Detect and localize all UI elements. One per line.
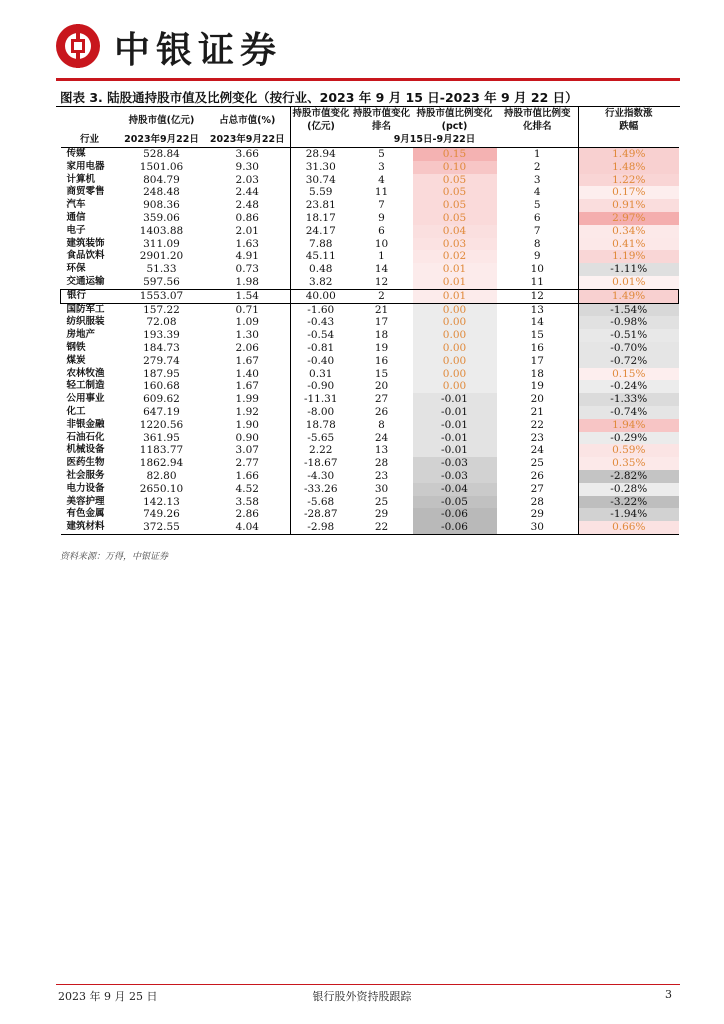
cell-ratio-change: 0.01 — [413, 276, 497, 289]
cell-ratio-rank: 16 — [530, 341, 544, 354]
cell-mv-rank: 2 — [351, 289, 413, 303]
cell-industry: 轻工制造 — [66, 380, 105, 392]
cell-mv-rank: 18 — [374, 329, 389, 342]
cell-mv-change: 40.00 — [291, 289, 351, 303]
header-rule — [56, 78, 680, 81]
cell-ratio-change: 0.02 — [413, 250, 497, 263]
cell-share: 1.63 — [235, 237, 259, 250]
table-row — [61, 496, 679, 509]
cell-industry: 汽车 — [66, 199, 86, 211]
cell-ratio-rank: 13 — [530, 303, 544, 316]
cell-industry: 机械设备 — [66, 444, 105, 456]
cell-industry: 计算机 — [66, 173, 96, 185]
cell-mv-rank: 4 — [378, 173, 385, 186]
cell-market-value: 361.95 — [143, 431, 180, 444]
cell-share: 0.73 — [235, 263, 259, 276]
table-row — [61, 406, 679, 419]
cell-mv-rank: 8 — [378, 418, 385, 431]
cell-ratio-change: -0.01 — [413, 444, 497, 457]
header-blank — [61, 107, 119, 133]
cell-index-change: 0.17% — [579, 186, 679, 199]
cell-mv-change: 45.11 — [291, 250, 351, 263]
cell-index-change: -1.94% — [579, 508, 679, 521]
cell-share: 1.66 — [235, 469, 259, 482]
table-row — [61, 444, 679, 457]
cell-ratio-change: 0.00 — [413, 368, 497, 381]
cell-mv-rank: 20 — [374, 380, 389, 393]
header-blank2 — [579, 133, 679, 148]
cell-share: 1.09 — [235, 316, 259, 329]
footer-rule — [56, 984, 680, 985]
cell-market-value: 248.48 — [143, 186, 180, 199]
cell-mv-change: -0.43 — [291, 316, 351, 329]
cell-ratio-change: 0.15 — [413, 148, 497, 161]
cell-ratio-change: 0.00 — [413, 303, 497, 316]
cell-ratio-rank: 24 — [530, 444, 544, 457]
cell-ratio-rank: 12 — [497, 289, 579, 303]
table-row — [61, 161, 679, 174]
cell-ratio-change: 0.00 — [413, 342, 497, 355]
header-ratiorank: 持股市值比例变化排名 — [503, 108, 571, 132]
cell-mv-rank: 5 — [378, 148, 385, 160]
cell-ratio-rank: 23 — [530, 431, 544, 444]
header-indexchg: 行业指数涨跌幅 — [579, 107, 679, 133]
cell-ratio-change: 0.05 — [413, 199, 497, 212]
cell-industry: 电子 — [66, 224, 86, 236]
header-industry: 行业 — [61, 133, 119, 148]
cell-mv-rank: 30 — [374, 482, 389, 495]
cell-mv-change: -0.81 — [291, 342, 351, 355]
holdings-table — [60, 107, 679, 535]
bank-logo-icon — [56, 24, 100, 68]
cell-market-value: 597.56 — [143, 275, 180, 288]
cell-market-value: 609.62 — [143, 393, 180, 406]
cell-mv-change: 18.78 — [291, 419, 351, 432]
cell-mv-change: -8.00 — [291, 406, 351, 419]
cell-mv-rank: 17 — [374, 316, 389, 329]
cell-industry: 环保 — [66, 263, 86, 275]
table-row — [61, 483, 679, 496]
cell-industry: 银行 — [61, 289, 119, 303]
cell-ratio-change: 0.01 — [413, 289, 497, 303]
cell-mv-rank: 12 — [374, 275, 389, 288]
cell-market-value: 142.13 — [143, 495, 180, 508]
cell-industry: 房地产 — [66, 329, 96, 341]
table-row — [61, 380, 679, 393]
cell-share: 1.67 — [235, 380, 259, 393]
cell-ratio-rank: 22 — [530, 418, 544, 431]
cell-index-change: 0.91% — [579, 199, 679, 212]
cell-index-change: 1.94% — [579, 419, 679, 432]
cell-ratio-change: 0.00 — [413, 316, 497, 329]
cell-industry: 家用电器 — [66, 160, 105, 172]
cell-mv-change: -0.90 — [291, 380, 351, 393]
cell-share: 3.07 — [235, 444, 259, 457]
cell-index-change: 0.34% — [579, 225, 679, 238]
cell-market-value: 2650.10 — [139, 482, 184, 495]
cell-ratio-change: -0.01 — [413, 393, 497, 406]
cell-market-value: 1862.94 — [139, 457, 184, 470]
cell-ratio-rank: 6 — [533, 211, 541, 224]
cell-ratio-rank: 27 — [530, 482, 544, 495]
cell-ratio-rank: 7 — [533, 224, 541, 237]
cell-share: 2.44 — [235, 186, 259, 199]
cell-mv-change: -28.87 — [291, 508, 351, 521]
cell-industry: 美容护理 — [66, 495, 105, 507]
cell-mv-change: 2.22 — [291, 444, 351, 457]
cell-ratio-change: 0.10 — [413, 161, 497, 174]
cell-index-change: 0.15% — [579, 368, 679, 381]
cell-index-change: -0.72% — [579, 355, 679, 368]
cell-market-value: 1220.56 — [139, 418, 184, 431]
cell-mv-change: 0.48 — [291, 263, 351, 276]
cell-ratio-change: -0.03 — [413, 457, 497, 470]
cell-ratio-rank: 29 — [530, 508, 544, 521]
cell-industry: 电力设备 — [66, 482, 105, 494]
cell-share: 1.90 — [235, 418, 259, 431]
cell-ratio-change: -0.01 — [413, 419, 497, 432]
cell-mv-rank: 6 — [378, 224, 385, 237]
table-row — [61, 212, 679, 225]
cell-mv-rank: 21 — [374, 303, 389, 316]
table-row — [61, 199, 679, 212]
chart-title: 图表 3. 陆股通持股市值及比例变化（按行业、2023 年 9 月 15 日-2023 年 9 月 22 日） — [60, 90, 578, 105]
cell-industry: 国防军工 — [66, 303, 105, 315]
cell-ratio-rank: 8 — [533, 237, 541, 250]
cell-industry: 交通运输 — [66, 275, 105, 287]
cell-industry: 社会服务 — [66, 469, 105, 481]
table-row — [61, 174, 679, 187]
cell-mv-change: -18.67 — [291, 457, 351, 470]
cell-industry: 有色金属 — [66, 508, 105, 520]
cell-industry: 商贸零售 — [66, 186, 105, 198]
header-date2: 2023年9月22日 — [205, 133, 291, 148]
cell-ratio-change: -0.06 — [413, 521, 497, 534]
cell-market-value: 749.26 — [143, 508, 180, 521]
cell-share: 2.06 — [235, 341, 259, 354]
cell-market-value: 157.22 — [143, 303, 180, 316]
cell-market-value: 160.68 — [143, 380, 180, 393]
cell-mv-change: 23.81 — [291, 199, 351, 212]
cell-share: 2.01 — [235, 224, 259, 237]
cell-index-change: 0.01% — [579, 276, 679, 289]
cell-share: 2.77 — [235, 457, 259, 470]
cell-ratio-rank: 17 — [530, 354, 544, 367]
cell-share: 1.98 — [235, 275, 259, 288]
table-row — [61, 393, 679, 406]
cell-industry: 公用事业 — [66, 393, 105, 405]
cell-industry: 石油石化 — [66, 431, 105, 443]
table-row — [61, 419, 679, 432]
cell-industry: 传媒 — [66, 148, 86, 159]
cell-industry: 化工 — [66, 405, 86, 417]
cell-market-value: 372.55 — [119, 521, 205, 534]
cell-mv-change: 7.88 — [291, 238, 351, 251]
cell-ratio-rank: 10 — [530, 263, 544, 276]
cell-index-change: -1.54% — [579, 303, 679, 316]
table-row — [61, 457, 679, 470]
cell-ratio-rank: 5 — [533, 199, 541, 212]
cell-mv-change: 0.31 — [291, 368, 351, 381]
cell-mv-change: 5.59 — [291, 186, 351, 199]
cell-ratio-rank: 28 — [530, 495, 544, 508]
cell-share: 4.04 — [205, 521, 291, 534]
cell-mv-change: -4.30 — [291, 470, 351, 483]
cell-mv-change: -2.98 — [291, 521, 351, 534]
cell-ratio-change: 0.00 — [413, 355, 497, 368]
table-row — [61, 289, 679, 303]
cell-market-value: 1553.07 — [119, 289, 205, 303]
cell-index-change: 2.97% — [579, 212, 679, 225]
table-row — [61, 342, 679, 355]
cell-share: 1.40 — [235, 367, 259, 380]
cell-ratio-change: 0.05 — [413, 174, 497, 187]
header-period: 9月15日-9月22日 — [291, 133, 579, 148]
cell-market-value: 2901.20 — [139, 250, 184, 263]
cell-market-value: 1183.77 — [139, 444, 184, 457]
cell-ratio-rank: 1 — [533, 148, 541, 160]
cell-mv-change: -1.60 — [291, 303, 351, 316]
cell-index-change: -0.70% — [579, 342, 679, 355]
cell-ratio-rank: 9 — [533, 250, 541, 263]
cell-index-change: -0.74% — [579, 406, 679, 419]
table-row — [61, 250, 679, 263]
footer-report-name: 银行股外资持股跟踪 — [312, 990, 412, 1003]
header-mvchg: 持股市值变化(亿元) — [292, 108, 350, 132]
cell-mv-change: -11.31 — [291, 393, 351, 406]
cell-mv-change: -0.40 — [291, 355, 351, 368]
table-row — [61, 225, 679, 238]
cell-ratio-rank: 4 — [533, 186, 541, 199]
source-note: 资料来源：万得，中银证券 — [60, 552, 169, 562]
cell-ratio-change: -0.01 — [413, 406, 497, 419]
cell-mv-rank: 23 — [374, 469, 389, 482]
cell-industry: 农林牧渔 — [66, 367, 105, 379]
cell-ratio-rank: 26 — [530, 469, 544, 482]
cell-index-change: 1.49% — [579, 289, 679, 303]
header-mvrank: 持股市值变化排名 — [352, 108, 410, 132]
cell-market-value: 647.19 — [143, 405, 180, 418]
cell-index-change: 1.48% — [579, 161, 679, 174]
cell-ratio-rank: 21 — [530, 405, 544, 418]
cell-mv-change: -0.54 — [291, 329, 351, 342]
cell-index-change: -0.28% — [579, 483, 679, 496]
cell-market-value: 279.74 — [143, 354, 180, 367]
brand-name: 中银证券 — [114, 30, 283, 71]
cell-market-value: 311.09 — [143, 237, 180, 250]
cell-market-value: 193.39 — [143, 329, 180, 342]
cell-index-change: -1.11% — [579, 263, 679, 276]
cell-mv-rank: 10 — [374, 237, 389, 250]
cell-ratio-change: -0.06 — [413, 508, 497, 521]
cell-mv-change: 24.17 — [291, 225, 351, 238]
table-row — [61, 316, 679, 329]
cell-mv-change: 28.94 — [291, 148, 351, 161]
cell-ratio-change: 0.05 — [413, 212, 497, 225]
cell-share: 1.99 — [235, 393, 259, 406]
cell-index-change: -1.33% — [579, 393, 679, 406]
cell-market-value: 804.79 — [143, 173, 180, 186]
footer-page-number: 3 — [665, 988, 672, 1001]
cell-industry: 纺织服装 — [66, 316, 105, 328]
cell-mv-rank: 3 — [378, 160, 385, 173]
cell-share: 0.86 — [235, 211, 259, 224]
table-row — [61, 263, 679, 276]
cell-mv-rank: 15 — [374, 367, 389, 380]
cell-market-value: 1501.06 — [139, 160, 184, 173]
cell-market-value: 359.06 — [143, 211, 180, 224]
cell-share: 3.58 — [235, 495, 259, 508]
cell-industry: 钢铁 — [66, 341, 86, 353]
cell-share: 1.92 — [235, 405, 259, 418]
cell-industry: 通信 — [66, 211, 86, 223]
cell-index-change: -0.29% — [579, 432, 679, 445]
cell-industry: 医药生物 — [66, 457, 105, 469]
cell-index-change: 1.19% — [579, 250, 679, 263]
cell-index-change: 0.35% — [579, 457, 679, 470]
cell-mv-change: 30.74 — [291, 174, 351, 187]
cell-share: 2.86 — [235, 508, 259, 521]
cell-ratio-change: 0.03 — [413, 238, 497, 251]
header-date1: 2023年9月22日 — [119, 133, 205, 148]
cell-industry: 煤炭 — [66, 354, 86, 366]
cell-ratio-change: 0.00 — [413, 329, 497, 342]
cell-mv-rank: 11 — [374, 186, 389, 199]
table-row — [61, 368, 679, 381]
cell-mv-rank: 24 — [374, 431, 389, 444]
cell-index-change: 0.41% — [579, 238, 679, 251]
table-row — [61, 355, 679, 368]
cell-mv-change: -33.26 — [291, 483, 351, 496]
cell-index-change: -0.51% — [579, 329, 679, 342]
table-row — [61, 186, 679, 199]
table-body — [61, 148, 679, 535]
cell-ratio-rank: 14 — [530, 316, 544, 329]
table-row — [61, 329, 679, 342]
table-row — [61, 508, 679, 521]
cell-ratio-change: 0.04 — [413, 225, 497, 238]
cell-ratio-change: -0.03 — [413, 470, 497, 483]
cell-ratio-change: 0.00 — [413, 380, 497, 393]
cell-mv-rank: 28 — [374, 457, 389, 470]
cell-mv-rank: 13 — [374, 444, 389, 457]
cell-index-change: 1.22% — [579, 174, 679, 187]
cell-ratio-rank: 18 — [530, 367, 544, 380]
cell-industry: 建筑材料 — [61, 521, 119, 534]
table-row — [61, 432, 679, 445]
cell-mv-change: -5.68 — [291, 496, 351, 509]
cell-ratio-rank: 11 — [530, 275, 544, 288]
cell-mv-change: -5.65 — [291, 432, 351, 445]
table-row — [61, 303, 679, 316]
cell-share: 3.66 — [235, 148, 259, 160]
table-row — [61, 148, 679, 161]
cell-mv-rank: 27 — [374, 393, 389, 406]
cell-industry: 建筑装饰 — [66, 237, 105, 249]
cell-mv-change: 31.30 — [291, 161, 351, 174]
cell-mv-rank: 29 — [374, 508, 389, 521]
cell-share: 1.54 — [205, 289, 291, 303]
cell-share: 9.30 — [235, 160, 259, 173]
cell-share: 2.03 — [235, 173, 259, 186]
cell-market-value: 1403.88 — [139, 224, 184, 237]
cell-mv-rank: 14 — [374, 263, 389, 276]
cell-mv-rank: 7 — [378, 199, 385, 212]
cell-mv-rank: 16 — [374, 354, 389, 367]
cell-index-change: 0.66% — [579, 521, 679, 534]
cell-ratio-rank: 3 — [533, 173, 541, 186]
cell-ratio-change: -0.04 — [413, 483, 497, 496]
cell-share: 0.71 — [235, 303, 259, 316]
table-row — [61, 276, 679, 289]
cell-ratio-change: -0.05 — [413, 496, 497, 509]
cell-market-value: 187.95 — [143, 367, 180, 380]
cell-industry: 食品饮料 — [66, 250, 105, 262]
footer-date: 2023 年 9 月 25 日 — [58, 990, 158, 1003]
cell-ratio-change: -0.01 — [413, 432, 497, 445]
header-ratiochg: 持股市值比例变化(pct) — [416, 108, 493, 132]
cell-index-change: 0.59% — [579, 444, 679, 457]
cell-market-value: 528.84 — [143, 148, 180, 160]
cell-industry: 非银金融 — [66, 418, 105, 430]
cell-index-change: 1.49% — [579, 148, 679, 161]
table-row — [61, 521, 679, 534]
cell-index-change: -0.24% — [579, 380, 679, 393]
cell-share: 1.67 — [235, 354, 259, 367]
cell-ratio-rank: 20 — [530, 393, 544, 406]
cell-mv-rank: 19 — [374, 341, 389, 354]
cell-mv-rank: 22 — [351, 521, 413, 534]
cell-ratio-rank: 25 — [530, 457, 544, 470]
cell-share: 4.91 — [235, 250, 259, 263]
cell-ratio-change: 0.01 — [413, 263, 497, 276]
cell-mv-change: 3.82 — [291, 276, 351, 289]
cell-mv-rank: 1 — [378, 250, 385, 263]
header-mv: 持股市值(亿元) — [128, 114, 195, 126]
cell-market-value: 908.36 — [143, 199, 180, 212]
header-share: 占总市值(%) — [219, 114, 276, 126]
cell-share: 2.48 — [235, 199, 259, 212]
cell-index-change: -0.98% — [579, 316, 679, 329]
cell-mv-rank: 26 — [374, 405, 389, 418]
cell-market-value: 51.33 — [146, 263, 177, 276]
cell-index-change: -2.82% — [579, 470, 679, 483]
cell-ratio-change: 0.05 — [413, 186, 497, 199]
cell-mv-change: 18.17 — [291, 212, 351, 225]
table-row — [61, 238, 679, 251]
cell-share: 1.30 — [235, 329, 259, 342]
cell-share: 0.90 — [235, 431, 259, 444]
cell-ratio-rank: 2 — [533, 160, 541, 173]
cell-market-value: 82.80 — [146, 469, 177, 482]
report-header — [56, 22, 680, 78]
cell-share: 4.52 — [235, 482, 259, 495]
cell-ratio-rank: 19 — [530, 380, 544, 393]
cell-index-change: -3.22% — [579, 496, 679, 509]
table-row — [61, 470, 679, 483]
cell-market-value: 184.73 — [143, 341, 180, 354]
cell-ratio-rank: 30 — [497, 521, 579, 534]
cell-mv-rank: 9 — [378, 211, 385, 224]
cell-market-value: 72.08 — [146, 316, 177, 329]
cell-mv-rank: 25 — [374, 495, 389, 508]
cell-ratio-rank: 15 — [530, 329, 544, 342]
